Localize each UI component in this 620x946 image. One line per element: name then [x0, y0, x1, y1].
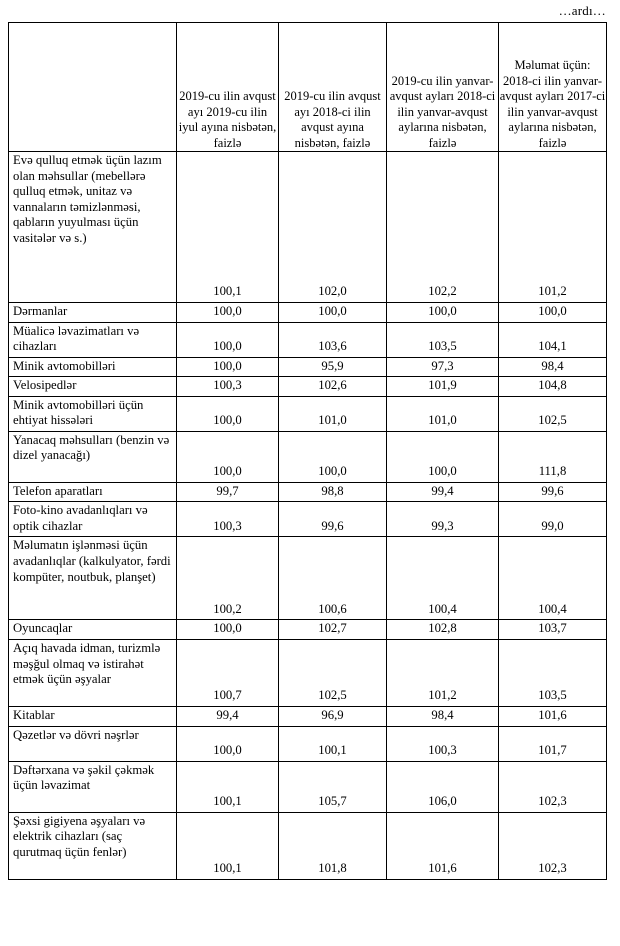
row-value-2: 102,7 — [279, 620, 387, 640]
row-value-1: 100,0 — [177, 396, 279, 431]
row-label: Açıq havada idman, turizmlə məşğul olmaq və istirahət etmək üçün əşyalar — [9, 639, 177, 706]
row-label: Yanacaq məhsulları (benzin və dizel yanacağı) — [9, 431, 177, 482]
table-header-row — [9, 23, 607, 152]
row-label: Müalicə ləvazimatları və cihazları — [9, 322, 177, 357]
table-row — [9, 357, 607, 377]
row-value-2: 100,0 — [279, 431, 387, 482]
row-value-2: 99,6 — [279, 502, 387, 537]
row-value-2: 100,6 — [279, 537, 387, 620]
row-label: Qəzetlər və dövri nəşrlər — [9, 726, 177, 761]
table-row — [9, 761, 607, 812]
row-value-4: 100,0 — [499, 303, 607, 323]
row-label: Şəxsi gigiyena əşyaları və elektrik cihazları (saç qurutmaq üçün fenlər) — [9, 812, 177, 879]
row-value-2: 102,6 — [279, 377, 387, 397]
table-row — [9, 431, 607, 482]
statistics-table — [8, 22, 607, 880]
row-label: Telefon aparatları — [9, 482, 177, 502]
row-value-4: 102,3 — [499, 812, 607, 879]
table-row — [9, 620, 607, 640]
row-value-1: 100,0 — [177, 431, 279, 482]
table-row — [9, 303, 607, 323]
row-value-2: 100,0 — [279, 303, 387, 323]
row-value-1: 100,0 — [177, 322, 279, 357]
row-value-3: 103,5 — [387, 322, 499, 357]
column-header-jan-aug-2019-vs-jan-aug-2018: 2019-cu ilin yanvar-avqust ayları 2018-ci ilin yanvar-avqust aylarına nisbətən, faizlə — [387, 23, 499, 152]
table-row — [9, 377, 607, 397]
row-value-3: 101,2 — [387, 639, 499, 706]
row-value-2: 102,5 — [279, 639, 387, 706]
table-row — [9, 322, 607, 357]
row-value-4: 98,4 — [499, 357, 607, 377]
row-value-3: 99,3 — [387, 502, 499, 537]
table-row — [9, 726, 607, 761]
row-value-1: 99,7 — [177, 482, 279, 502]
column-header-aug-2019-vs-aug-2018: 2019-cu ilin avqust ayı 2018-ci ilin avqust ayına nisbətən, faizlə — [279, 23, 387, 152]
row-value-1: 100,1 — [177, 812, 279, 879]
row-value-1: 100,1 — [177, 152, 279, 303]
row-value-3: 101,6 — [387, 812, 499, 879]
row-value-2: 95,9 — [279, 357, 387, 377]
row-value-2: 101,8 — [279, 812, 387, 879]
row-value-4: 102,5 — [499, 396, 607, 431]
table-row — [9, 812, 607, 879]
table-row — [9, 396, 607, 431]
row-value-1: 100,0 — [177, 726, 279, 761]
row-value-2: 96,9 — [279, 706, 387, 726]
row-value-4: 104,1 — [499, 322, 607, 357]
row-label: Minik avtomobilləri — [9, 357, 177, 377]
row-value-2: 102,0 — [279, 152, 387, 303]
row-value-2: 101,0 — [279, 396, 387, 431]
row-value-2: 98,8 — [279, 482, 387, 502]
row-value-3: 101,0 — [387, 396, 499, 431]
row-value-4: 102,3 — [499, 761, 607, 812]
table-row — [9, 482, 607, 502]
row-label: Dəftərxana və şəkil çəkmək üçün ləvazimat — [9, 761, 177, 812]
row-label: Minik avtomobilləri üçün ehtiyat hissələri — [9, 396, 177, 431]
row-value-3: 101,9 — [387, 377, 499, 397]
row-value-2: 100,1 — [279, 726, 387, 761]
row-value-1: 100,3 — [177, 502, 279, 537]
column-header-aug-2019-vs-jul-2019: 2019-cu ilin avqust ayı 2019-cu ilin iyul ayına nisbətən, faizlə — [177, 23, 279, 152]
row-value-3: 99,4 — [387, 482, 499, 502]
row-label: Evə qulluq etmək üçün lazım olan məhsullar (mebellərə qulluq etmək, unitaz və vannaların təmizlənməsi, qabların yuyulması üçün vasitələr və s.) — [9, 152, 177, 303]
row-value-4: 101,7 — [499, 726, 607, 761]
row-value-2: 105,7 — [279, 761, 387, 812]
table-body — [9, 152, 607, 880]
row-value-1: 99,4 — [177, 706, 279, 726]
row-label: Kitablar — [9, 706, 177, 726]
row-value-4: 99,6 — [499, 482, 607, 502]
row-value-3: 100,0 — [387, 303, 499, 323]
row-value-3: 100,4 — [387, 537, 499, 620]
row-value-1: 100,3 — [177, 377, 279, 397]
row-value-4: 104,8 — [499, 377, 607, 397]
row-label: Foto-kino avadanlıqları və optik cihazlar — [9, 502, 177, 537]
row-value-1: 100,0 — [177, 620, 279, 640]
table-row — [9, 537, 607, 620]
row-value-1: 100,2 — [177, 537, 279, 620]
row-value-1: 100,0 — [177, 303, 279, 323]
table-header — [9, 23, 607, 152]
row-value-1: 100,7 — [177, 639, 279, 706]
row-value-4: 111,8 — [499, 431, 607, 482]
table-row — [9, 152, 607, 303]
table-row — [9, 502, 607, 537]
row-value-2: 103,6 — [279, 322, 387, 357]
table-row — [9, 706, 607, 726]
row-value-4: 103,5 — [499, 639, 607, 706]
row-value-3: 100,3 — [387, 726, 499, 761]
row-label: Məlumatın işlənməsi üçün avadanlıqlar (kalkulyator, fərdi kompüter, noutbuk, planşet) — [9, 537, 177, 620]
row-value-4: 101,2 — [499, 152, 607, 303]
row-value-4: 99,0 — [499, 502, 607, 537]
row-value-3: 102,8 — [387, 620, 499, 640]
continuation-note: …ardı… — [558, 3, 606, 18]
row-value-4: 101,6 — [499, 706, 607, 726]
row-label: Oyuncaqlar — [9, 620, 177, 640]
row-value-1: 100,1 — [177, 761, 279, 812]
row-value-3: 97,3 — [387, 357, 499, 377]
row-label: Dərmanlar — [9, 303, 177, 323]
row-value-4: 103,7 — [499, 620, 607, 640]
row-value-3: 106,0 — [387, 761, 499, 812]
row-value-4: 100,4 — [499, 537, 607, 620]
column-header-jan-aug-2018-vs-jan-aug-2017: Məlumat üçün: 2018-ci ilin yanvar-avqust ayları 2017-ci ilin yanvar-avqust aylarına nisbətən, faizlə — [499, 23, 607, 152]
row-value-3: 98,4 — [387, 706, 499, 726]
row-value-1: 100,0 — [177, 357, 279, 377]
column-header-label — [9, 23, 177, 152]
row-value-3: 100,0 — [387, 431, 499, 482]
row-label: Velosipedlər — [9, 377, 177, 397]
row-value-3: 102,2 — [387, 152, 499, 303]
table-row — [9, 639, 607, 706]
